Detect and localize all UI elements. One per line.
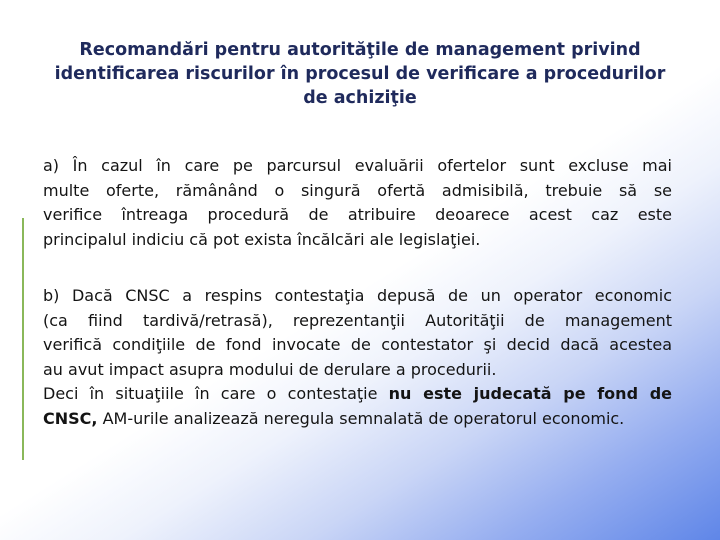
title-line: identificarea riscurilor în procesul de verificare a procedurilor [54, 64, 666, 84]
paragraph-b-line: au avut impact asupra modului de derulare a procedurii. [43, 359, 497, 379]
paragraph-a-line: multe oferte, rămânând o singură ofertă admisibilă, trebuie să se [43, 180, 672, 200]
paragraph-b-line: (ca fiind tardivă/retrasă), reprezentanţii Autorităţii de management [43, 310, 672, 330]
paragraph-b-conclusion-line-2 [43, 407, 672, 432]
slide-title [30, 38, 690, 110]
paragraph-b-line: b) Dacă CNSC a respins contestaţia depusă de un operator economic [43, 286, 672, 305]
paragraph-b-line: verifică condiţiile de fond invocate de contestator şi decid dacă acestea [43, 335, 672, 354]
paragraph-b [43, 284, 672, 431]
title-line: de achiziţie [303, 88, 417, 108]
conclusion-bold-text: nu este judecată pe fond de [388, 384, 672, 403]
paragraph-a [43, 154, 672, 252]
accent-divider-line [22, 218, 24, 460]
conclusion-bold-cnsc: CNSC, [43, 408, 98, 428]
paragraph-b-conclusion-line-1 [43, 382, 672, 407]
paragraph-a-line: verifice întreaga procedură de atribuire deoarece acest caz este [43, 205, 672, 224]
conclusion-suffix: AM-urile analizează neregula semnalată de operatorul economic. [97, 408, 625, 428]
paragraph-a-line: a) În cazul în care pe parcursul evaluării ofertelor sunt excluse mai [43, 156, 672, 175]
conclusion-prefix: Deci în situaţiile în care o contestaţie [43, 384, 389, 403]
paragraph-a-line: principalul indiciu că pot exista încălcări ale legislaţiei. [43, 229, 481, 249]
title-line: Recomandări pentru autorităţile de management privind [79, 40, 641, 60]
